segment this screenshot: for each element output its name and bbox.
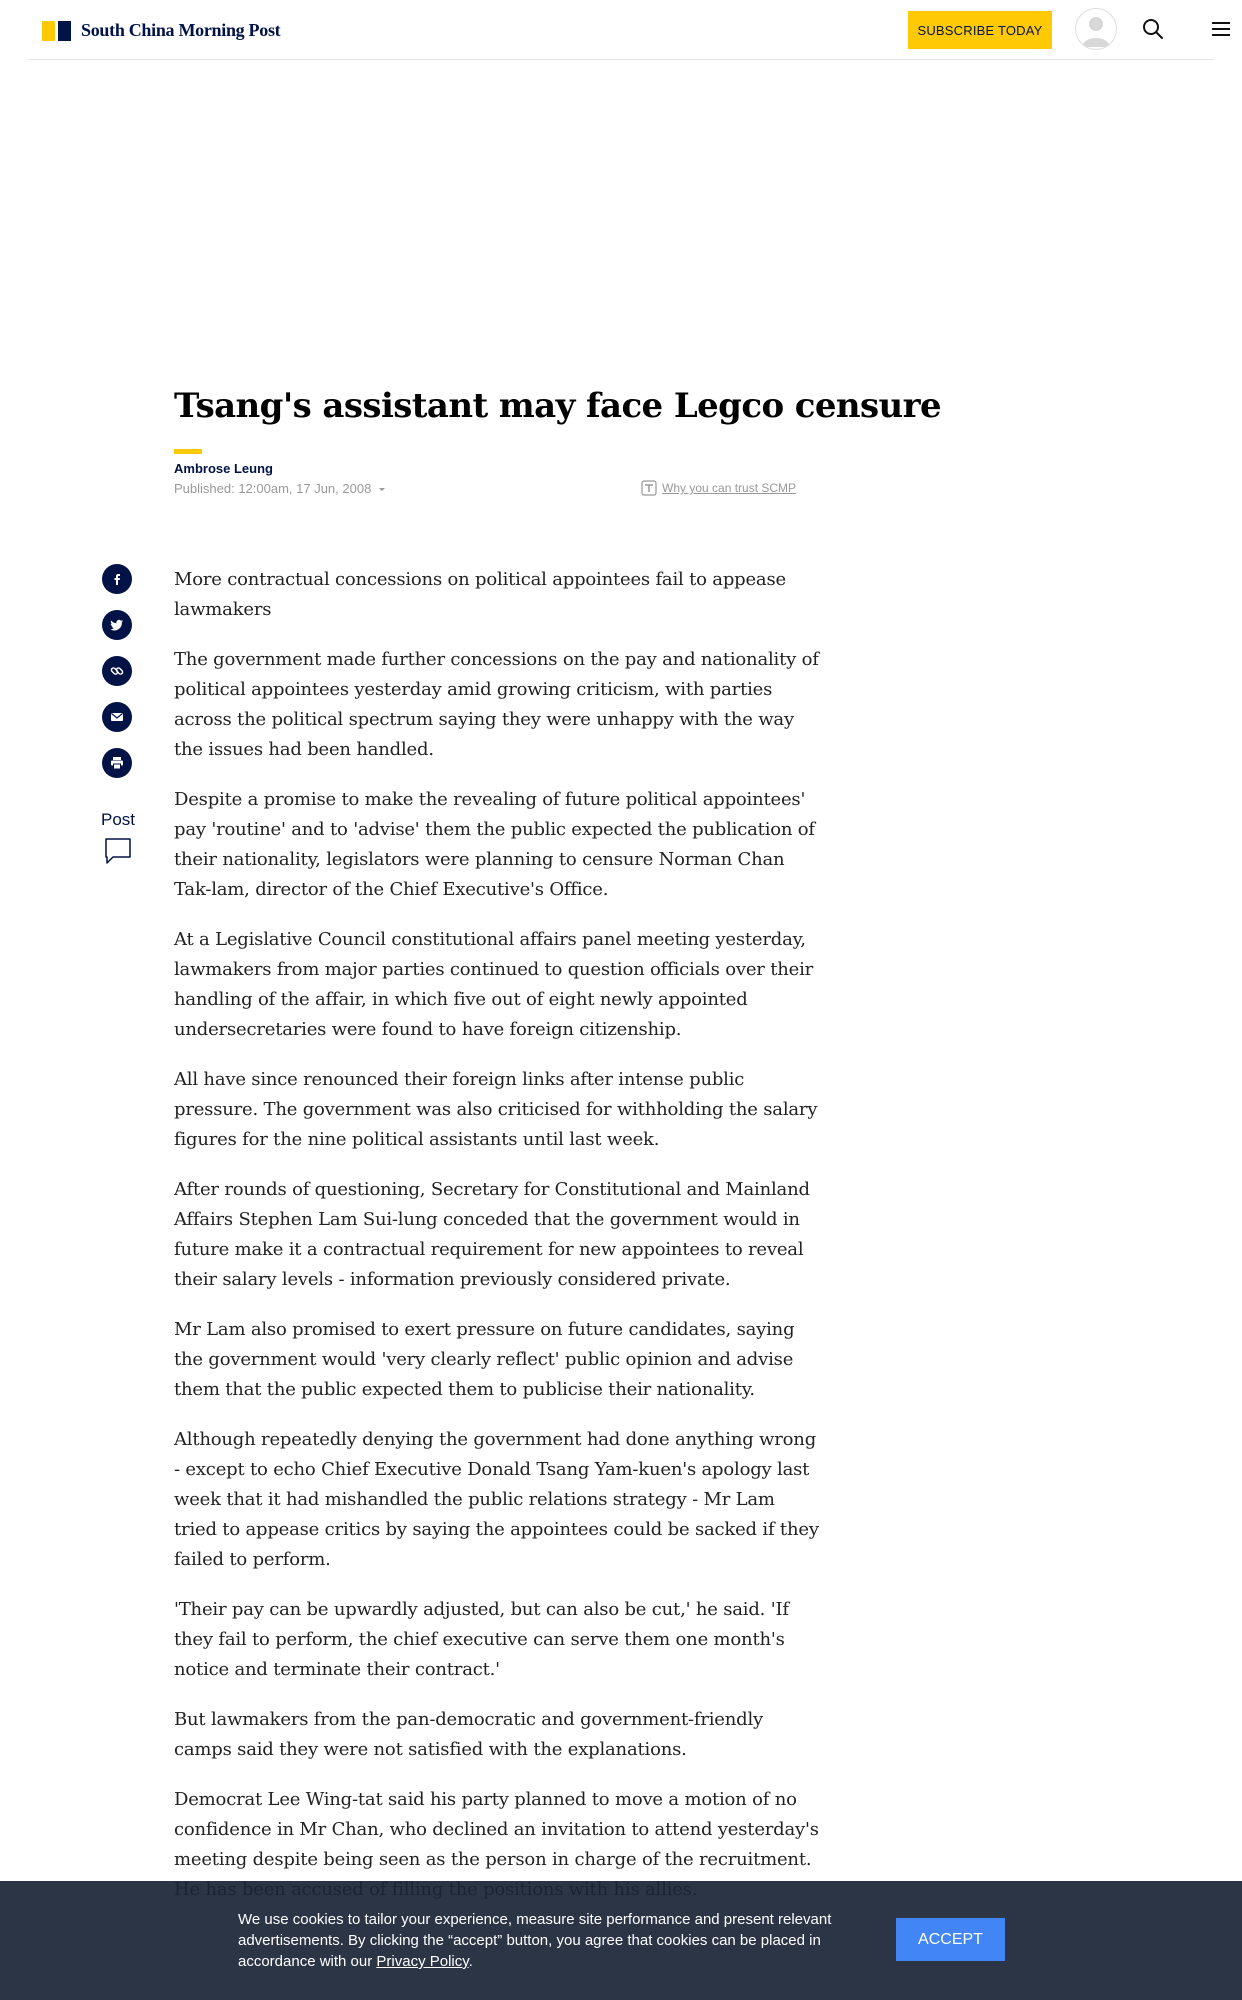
- article-paragraph: All have since renounced their foreign links after intense public pressure. The government was also criticised for withholding the salary figures for the nine political assistants until last week.: [174, 1069, 818, 1150]
- facebook-icon[interactable]: [102, 564, 132, 594]
- article-paragraph: But lawmakers from the pan-democratic and government-friendly camps said they were not satisfied with the explanations.: [174, 1709, 763, 1760]
- article-paragraph: 'Their pay can be upwardly adjusted, but can also be cut,' he said. 'If they fail to perform, the chief executive can serve them one month's notice and terminate their contract.': [174, 1599, 789, 1680]
- cookie-end: .: [468, 1953, 473, 1970]
- article-paragraph: More contractual concessions on political appointees fail to appease lawmakers: [174, 569, 786, 620]
- link-icon[interactable]: [102, 656, 132, 686]
- menu-icon[interactable]: [1208, 16, 1234, 42]
- article-paragraph: Mr Lam also promised to exert pressure on future candidates, saying the government would 'very clearly reflect' public opinion and advise them that the public expected them to publicise their nationality.: [174, 1319, 795, 1400]
- author-name[interactable]: Ambrose Leung: [174, 461, 273, 476]
- article-headline: Tsang's assistant may face Legco censure: [174, 386, 942, 426]
- article-body: [174, 565, 820, 1925]
- article-paragraph: Democrat Lee Wing-tat said his party planned to move a motion of no confidence in Mr Chan, who declined an invitation to attend yesterday's meeting despite being seen as the person in charge of the recruitment.: [174, 1789, 819, 1870]
- twitter-icon[interactable]: [102, 610, 132, 640]
- search-icon[interactable]: [1140, 16, 1166, 42]
- subscribe-button[interactable]: SUBSCRIBE TODAY: [908, 11, 1052, 49]
- post-comment-label[interactable]: Post: [100, 810, 136, 829]
- social-share-bar: [102, 564, 134, 794]
- logo-text: South China Morning Post: [81, 20, 281, 40]
- cookie-banner: [0, 1881, 1242, 2000]
- accept-cookies-button[interactable]: ACCEPT: [896, 1918, 1005, 1961]
- trust-link-text: Why you can trust SCMP: [662, 481, 797, 495]
- headline-accent-bar: [174, 449, 202, 454]
- published-text: Published: 12:00am, 17 Jun, 2008: [174, 481, 372, 496]
- article-paragraph: After rounds of questioning, Secretary for Constitutional and Mainland Affairs Stephen Lam Sui-lung conceded that the government would in future make it a contractual requirement for new appointees to reveal their salary levels - information previously considered private.: [174, 1179, 810, 1290]
- chevron-down-icon[interactable]: [377, 484, 387, 494]
- site-header: [28, 0, 1214, 60]
- trust-badge-icon: [641, 480, 657, 496]
- published-date[interactable]: [174, 481, 387, 496]
- comment-icon[interactable]: [103, 836, 133, 866]
- scmp-logo[interactable]: [42, 20, 280, 41]
- article-paragraph: The government made further concessions on the pay and nationality of political appointees yesterday amid growing criticism, with parties across the political spectrum saying they were unhappy with the way the issues had been handled.: [174, 649, 819, 760]
- article-paragraph: Although repeatedly denying the government had done anything wrong - except to echo Chief Executive Donald Tsang Yam-kuen's apology last week that it had mishandled the public relations strategy - Mr Lam tried to appease critics by saying the appointees could be sacked if they failed to perform.: [174, 1429, 819, 1570]
- cookie-message: We use cookies to tailor your experience, measure site performance and present relevant advertisements. By clicking the “accept” button, you agree that cookies can be placed in accordance with our: [238, 1911, 832, 1970]
- print-icon[interactable]: [102, 748, 132, 778]
- email-icon[interactable]: [102, 702, 132, 732]
- trust-scmp-link[interactable]: [641, 480, 796, 496]
- article-paragraph: Despite a promise to make the revealing of future political appointees' pay 'routine' and to 'advise' them the public expected the publication of their nationality, legislators were planning to censure Norman Chan Tak-lam, director of the Chief Executive's Office.: [174, 789, 815, 900]
- cookie-text: [238, 1909, 858, 1972]
- logo-mark-icon: [42, 21, 71, 41]
- avatar-icon[interactable]: [1075, 8, 1117, 50]
- article-paragraph: At a Legislative Council constitutional affairs panel meeting yesterday, lawmakers from major parties continued to question officials over their handling of the affair, in which five out of eight newly appointed undersecretaries were found to have foreign citizenship.: [174, 929, 814, 1040]
- privacy-policy-link[interactable]: Privacy Policy: [376, 1953, 469, 1970]
